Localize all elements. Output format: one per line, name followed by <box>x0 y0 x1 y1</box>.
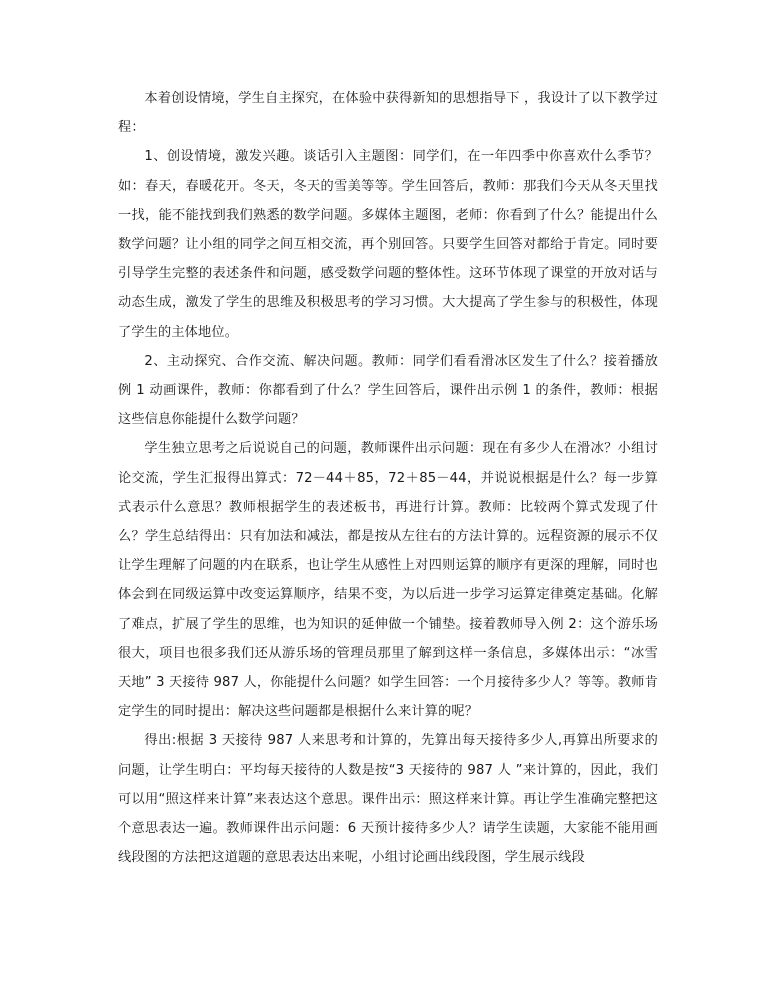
paragraph-step-1: 1、创设情境，激发兴趣。谈话引入主题图：同学们，在一年四季中你喜欢什么季节？如：春天，春暖花开。冬天，冬天的雪美等等。学生回答后，教师：那我们今天从冬天里找一找，能不能找到我们熟悉的数学问题。多媒体主题图，老师：你看到了什么？能提出什么数学问题？让小组的同学之间互相交流，再个别回答。只要学生回答对都给于肯定。同时要引导学生完整的表述条件和问题，感受数学问题的整体性。这环节体现了课堂的开放对话与动态生成，激发了学生的思维及积极思考的学习习惯。大大提高了学生参与的积极性，体现了学生的主体地位。 <box>118 149 658 340</box>
document-body <box>118 84 658 872</box>
paragraph-step-2: 2、主动探究、合作交流、解决问题。教师：同学们看看滑冰区发生了什么？接着播放例 1 动画课件，教师：你都看到了什么？学生回答后，课件出示例 1 的条件，教师：根据这些信息你能提什么数学问题？ <box>118 353 658 428</box>
paragraph-intro: 本着创设情境，学生自主探究，在体验中获得新知的思想指导下 ，我设计了以下教学过程： <box>118 91 658 136</box>
paragraph-conclusion: 得出:根据 3 天接待 987 人来思考和计算的，先算出每天接待多少人,再算出所要求的问题，让学生明白：平均每天接待的人数是按“3 天接待的 987 人 ”来计算的，因此，我们可以用“照这样来计算”来表达这个意思。课件出示：照这样来计算。再让学生准确完整把这个意思表达一遍。教师课件出示问题：6 天预计接待多少人？请学生读题，大家能不能用画线段图的方法把这道题的意思表达出来呢，小组讨论画出线段图，学生展示线段 <box>118 733 658 866</box>
paragraph-student-thinking: 学生独立思考之后说说自己的问题，教师课件出示问题：现在有多少人在滑冰？小组讨论交流，学生汇报得出算式：72－44＋85，72＋85－44，并说说根据是什么？每一步算式表示什么意思？教师根据学生的表述板书，再进行计算。教师：比较两个算式发现了什么？学生总结得出：只有加法和减法，都是按从左往右的方法计算的。远程资源的展示不仅让学生理解了问题的内在联系，也让学生从感性上对四则运算的顺序有更深的理解，同时也体会到在同级运算中改变运算顺序，结果不变，为以后进一步学习运算定律奠定基础。化解了难点，扩展了学生的思维，也为知识的延伸做一个铺垫。接着教师导入例 2：这个游乐场很大，项目也很多我们还从游乐场的管理员那里了解到这样一条信息，多媒体出示：“冰雪天地” 3 天接待 987 人，你能提什么问题？如学生回答：一个月接待多少人？等等。教师肯定学生的同时提出：解决这些问题都是根据什么来计算的呢？ <box>118 441 658 720</box>
